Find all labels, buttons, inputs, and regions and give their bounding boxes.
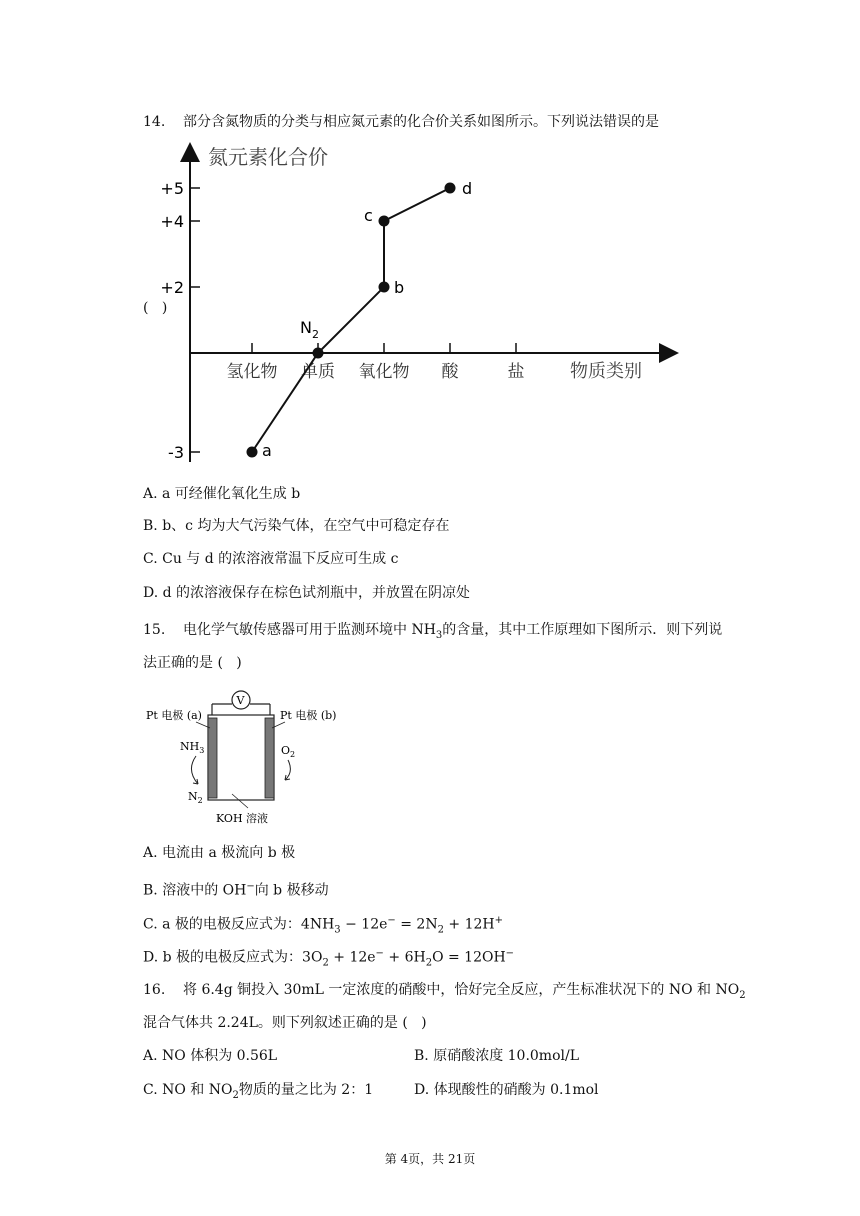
q14-number: 14. bbox=[143, 114, 166, 130]
q16-option-a: A. NO 体积为 0.56L bbox=[143, 1048, 278, 1064]
q15-stem bbox=[143, 620, 722, 646]
n2-product-label: $N_2$ bbox=[188, 790, 203, 805]
q15-option-a: A. 电流由 a 极流向 b 极 bbox=[143, 845, 296, 861]
q15-c-m2: = 2N bbox=[395, 916, 438, 933]
y-tick-label: +4 bbox=[160, 212, 184, 231]
y-axis-label: 氮元素化合价 bbox=[208, 145, 328, 169]
x-tick-label: 氢化物 bbox=[226, 362, 278, 382]
q15-d-sup2: − bbox=[505, 948, 515, 959]
page-footer: 第 4页，共 21页 bbox=[384, 1152, 476, 1166]
right-electrode-label: Pt 电极 (b) bbox=[280, 709, 337, 722]
q15-d-s2: 2 bbox=[425, 957, 433, 969]
q14-option-b: B. b、c 均为大气污染气体，在空气中可稳定存在 bbox=[143, 518, 450, 534]
q16-option-c bbox=[143, 1080, 373, 1106]
q16-text-1: 将 6.4g 铜投入 30mL 一定浓度的硝酸中，恰好完全反应，产生标准状况下的 NO 和 NO bbox=[183, 982, 740, 998]
q16-stem-line2: 混合气体共 2.24L。则下列叙述正确的是 ( ) bbox=[143, 1015, 427, 1031]
q15-c-sup1: − bbox=[387, 915, 396, 926]
q15-c-pre: C. a 极的电极反应式为：4NH bbox=[143, 916, 335, 933]
q15-option-b bbox=[143, 877, 329, 901]
q15-text-1: 电化学气敏传感器可用于监测环境中 NH bbox=[183, 622, 436, 638]
q15-c-s1: 3 bbox=[334, 924, 341, 936]
q15-option-c bbox=[143, 911, 503, 940]
q15-d-sup1: − bbox=[375, 948, 384, 959]
data-point bbox=[379, 216, 390, 227]
data-point bbox=[313, 348, 324, 359]
q16-option-c-text2: 物质的量之比为 2：1 bbox=[238, 1082, 374, 1098]
q15-number: 15. bbox=[143, 622, 166, 638]
x-axis-label: 物质类别 bbox=[570, 361, 642, 382]
x-tick-label: 酸 bbox=[441, 362, 459, 382]
x-tick-label: 盐 bbox=[507, 362, 525, 382]
q15-c-m3: + 12H bbox=[443, 916, 495, 933]
o2-label: $O_2$ bbox=[281, 744, 296, 759]
data-point bbox=[445, 183, 456, 194]
x-tick-label: 氧化物 bbox=[358, 362, 410, 382]
q16-sub: 2 bbox=[739, 989, 746, 1001]
voltmeter-label: V bbox=[236, 694, 245, 707]
q15-option-b-text1: B. 溶液中的 OH bbox=[143, 882, 247, 899]
q14-option-a: A. a 可经催化氧化生成 b bbox=[143, 486, 301, 502]
q16-option-c-sub: 2 bbox=[232, 1089, 239, 1101]
q14-stem bbox=[143, 112, 659, 132]
nh3-label: $NH_3$ bbox=[180, 740, 205, 755]
electrode-b bbox=[265, 718, 274, 798]
q14-option-d: D. d 的浓溶液保存在棕色试剂瓶中，并放置在阴凉处 bbox=[143, 585, 471, 601]
data-point bbox=[379, 282, 390, 293]
valence-line bbox=[252, 188, 450, 452]
point-label-d: d bbox=[462, 179, 473, 198]
cell-container bbox=[208, 715, 274, 800]
y-tick-label: +5 bbox=[160, 179, 184, 198]
q15-sub: 3 bbox=[435, 629, 443, 641]
q15-d-s1: 2 bbox=[322, 957, 329, 969]
point-label-b: b bbox=[394, 278, 405, 297]
q15-c-s2: 2 bbox=[437, 924, 444, 936]
q15-option-b-text2: 向 b 极移动 bbox=[254, 882, 329, 899]
electrode-a bbox=[208, 718, 217, 798]
q14-paren: ( ) bbox=[143, 300, 168, 316]
q16-option-d: D. 体现酸性的硝酸为 0.1mol bbox=[414, 1082, 599, 1098]
valence-chart bbox=[160, 140, 690, 470]
q16-stem bbox=[143, 980, 746, 1006]
q16-option-c-text1: C. NO 和 NO bbox=[143, 1082, 233, 1098]
electrochemical-cell-figure bbox=[140, 688, 360, 828]
q15-d-pre: D. b 极的电极反应式为：3O bbox=[143, 949, 323, 966]
q15-c-sup2: + bbox=[494, 915, 503, 926]
q16-number: 16. bbox=[143, 982, 166, 998]
n2-label: $N_2$ bbox=[300, 318, 319, 341]
data-point bbox=[247, 447, 258, 458]
q15-d-m1: + 12e bbox=[328, 949, 376, 966]
y-tick-label: +2 bbox=[160, 278, 184, 297]
q15-text-2: 的含量，其中工作原理如下图所示．则下列说 bbox=[442, 622, 723, 638]
y-tick-label: -3 bbox=[168, 443, 184, 462]
q15-c-m1: − 12e bbox=[340, 916, 388, 933]
left-electrode-label: Pt 电极 (a) bbox=[146, 709, 202, 722]
q15-option-d bbox=[143, 944, 514, 973]
x-tick-label: 单质 bbox=[301, 362, 335, 382]
q15-option-b-sup: − bbox=[246, 881, 255, 892]
point-label-c: c bbox=[364, 206, 373, 225]
q15-d-m3: O = 12OH bbox=[432, 949, 506, 966]
solution-label: KOH 溶液 bbox=[216, 812, 269, 825]
q15-d-m2: + 6H bbox=[383, 949, 426, 966]
point-label-a: a bbox=[262, 441, 272, 460]
q16-option-b: B. 原硝酸浓度 10.0mol/L bbox=[414, 1048, 580, 1064]
q14-option-c: C. Cu 与 d 的浓溶液常温下反应可生成 c bbox=[143, 551, 399, 567]
q14-text: 部分含氮物质的分类与相应氮元素的化合价关系如图所示。下列说法错误的是 bbox=[183, 114, 659, 130]
q15-stem-line2: 法正确的是 ( ) bbox=[143, 655, 242, 671]
